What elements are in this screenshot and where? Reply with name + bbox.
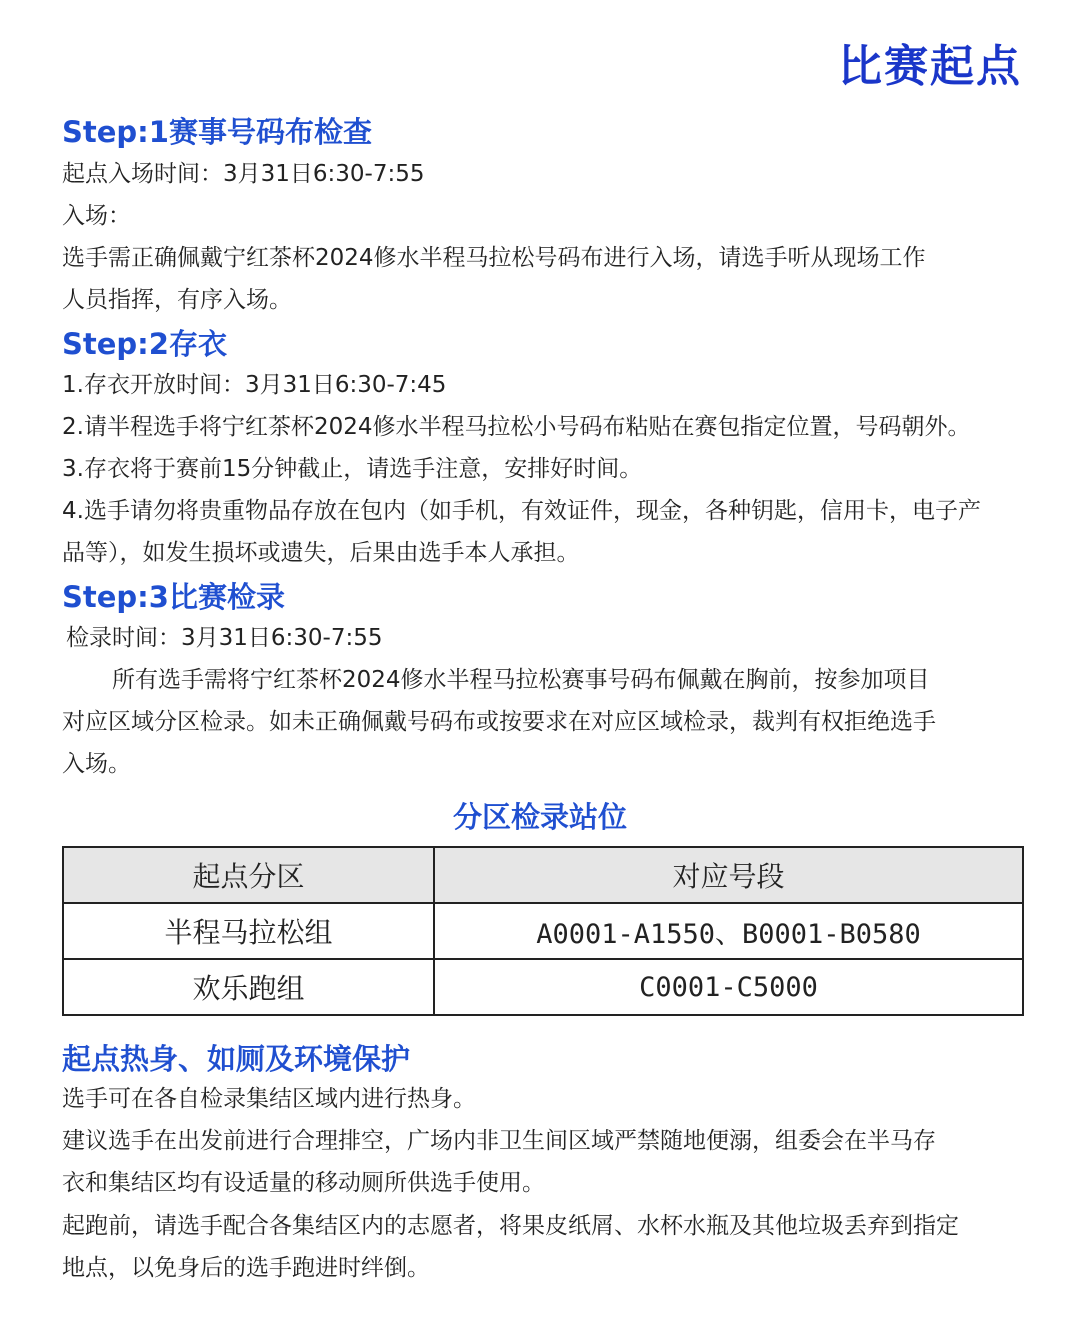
step3-text-line-1: 所有选手需将宁红茶杯2024修水半程马拉松赛事号码布佩戴在胸前，按参加项目 [112, 667, 930, 693]
table-cell-range: A0001-A1550、B0001-B0580 [434, 903, 1023, 959]
table-row [63, 959, 1023, 1015]
table-row [63, 903, 1023, 959]
zone-table-title: 分区检录站位 [452, 800, 627, 834]
table-header-row [63, 847, 1023, 903]
table-cell-zone: 欢乐跑组 [63, 959, 434, 1015]
step3-text-line-2: 对应区域分区检录。如未正确佩戴号码布或按要求在对应区域检录，裁判有权拒绝选手 [62, 709, 936, 735]
warmup-line-1: 选手可在各自检录集结区域内进行热身。 [62, 1086, 476, 1112]
step1-entry-text-2: 人员指挥，有序入场。 [62, 287, 292, 313]
step2-item-3: 3.存衣将于赛前15分钟截止，请选手注意，安排好时间。 [62, 456, 643, 482]
step2-heading: Step:2存衣 [62, 327, 227, 361]
step3-time: 检录时间：3月31日6:30-7:55 [66, 625, 383, 651]
warmup-line-5: 地点，以免身后的选手跑进时绊倒。 [62, 1255, 430, 1281]
warmup-line-3: 衣和集结区均有设适量的移动厕所供选手使用。 [62, 1170, 545, 1196]
step2-item-1: 1.存衣开放时间：3月31日6:30-7:45 [62, 372, 447, 398]
step1-entry-label: 入场： [62, 203, 131, 229]
table-cell-zone: 半程马拉松组 [63, 903, 434, 959]
table-header-range: 对应号段 [434, 847, 1023, 903]
warmup-line-2: 建议选手在出发前进行合理排空，广场内非卫生间区域严禁随地便溺，组委会在半马存 [62, 1128, 936, 1154]
step2-item-4-line-1: 4.选手请勿将贵重物品存放在包内（如手机，有效证件，现金，各种钥匙，信用卡，电子产 [62, 498, 981, 524]
step1-entry-text-1: 选手需正确佩戴宁红茶杯2024修水半程马拉松号码布进行入场，请选手听从现场工作 [62, 245, 926, 271]
zone-table [62, 846, 1024, 1016]
step1-entry-time: 起点入场时间：3月31日6:30-7:55 [62, 161, 425, 187]
warmup-line-4: 起跑前，请选手配合各集结区内的志愿者，将果皮纸屑、水杯水瓶及其他垃圾丢弃到指定 [62, 1213, 959, 1239]
step3-heading: Step:3比赛检录 [62, 580, 285, 614]
step1-heading: Step:1赛事号码布检查 [62, 115, 372, 149]
page-title: 比赛起点 [838, 41, 1022, 92]
step3-text-line-3: 入场。 [62, 751, 131, 777]
table-cell-range: C0001-C5000 [434, 959, 1023, 1015]
step2-item-2: 2.请半程选手将宁红茶杯2024修水半程马拉松小号码布粘贴在赛包指定位置，号码朝外。 [62, 414, 971, 440]
step2-item-4-line-2: 品等），如发生损坏或遗失，后果由选手本人承担。 [62, 540, 580, 566]
warmup-heading: 起点热身、如厕及环境保护 [62, 1042, 411, 1076]
table-header-zone: 起点分区 [63, 847, 434, 903]
